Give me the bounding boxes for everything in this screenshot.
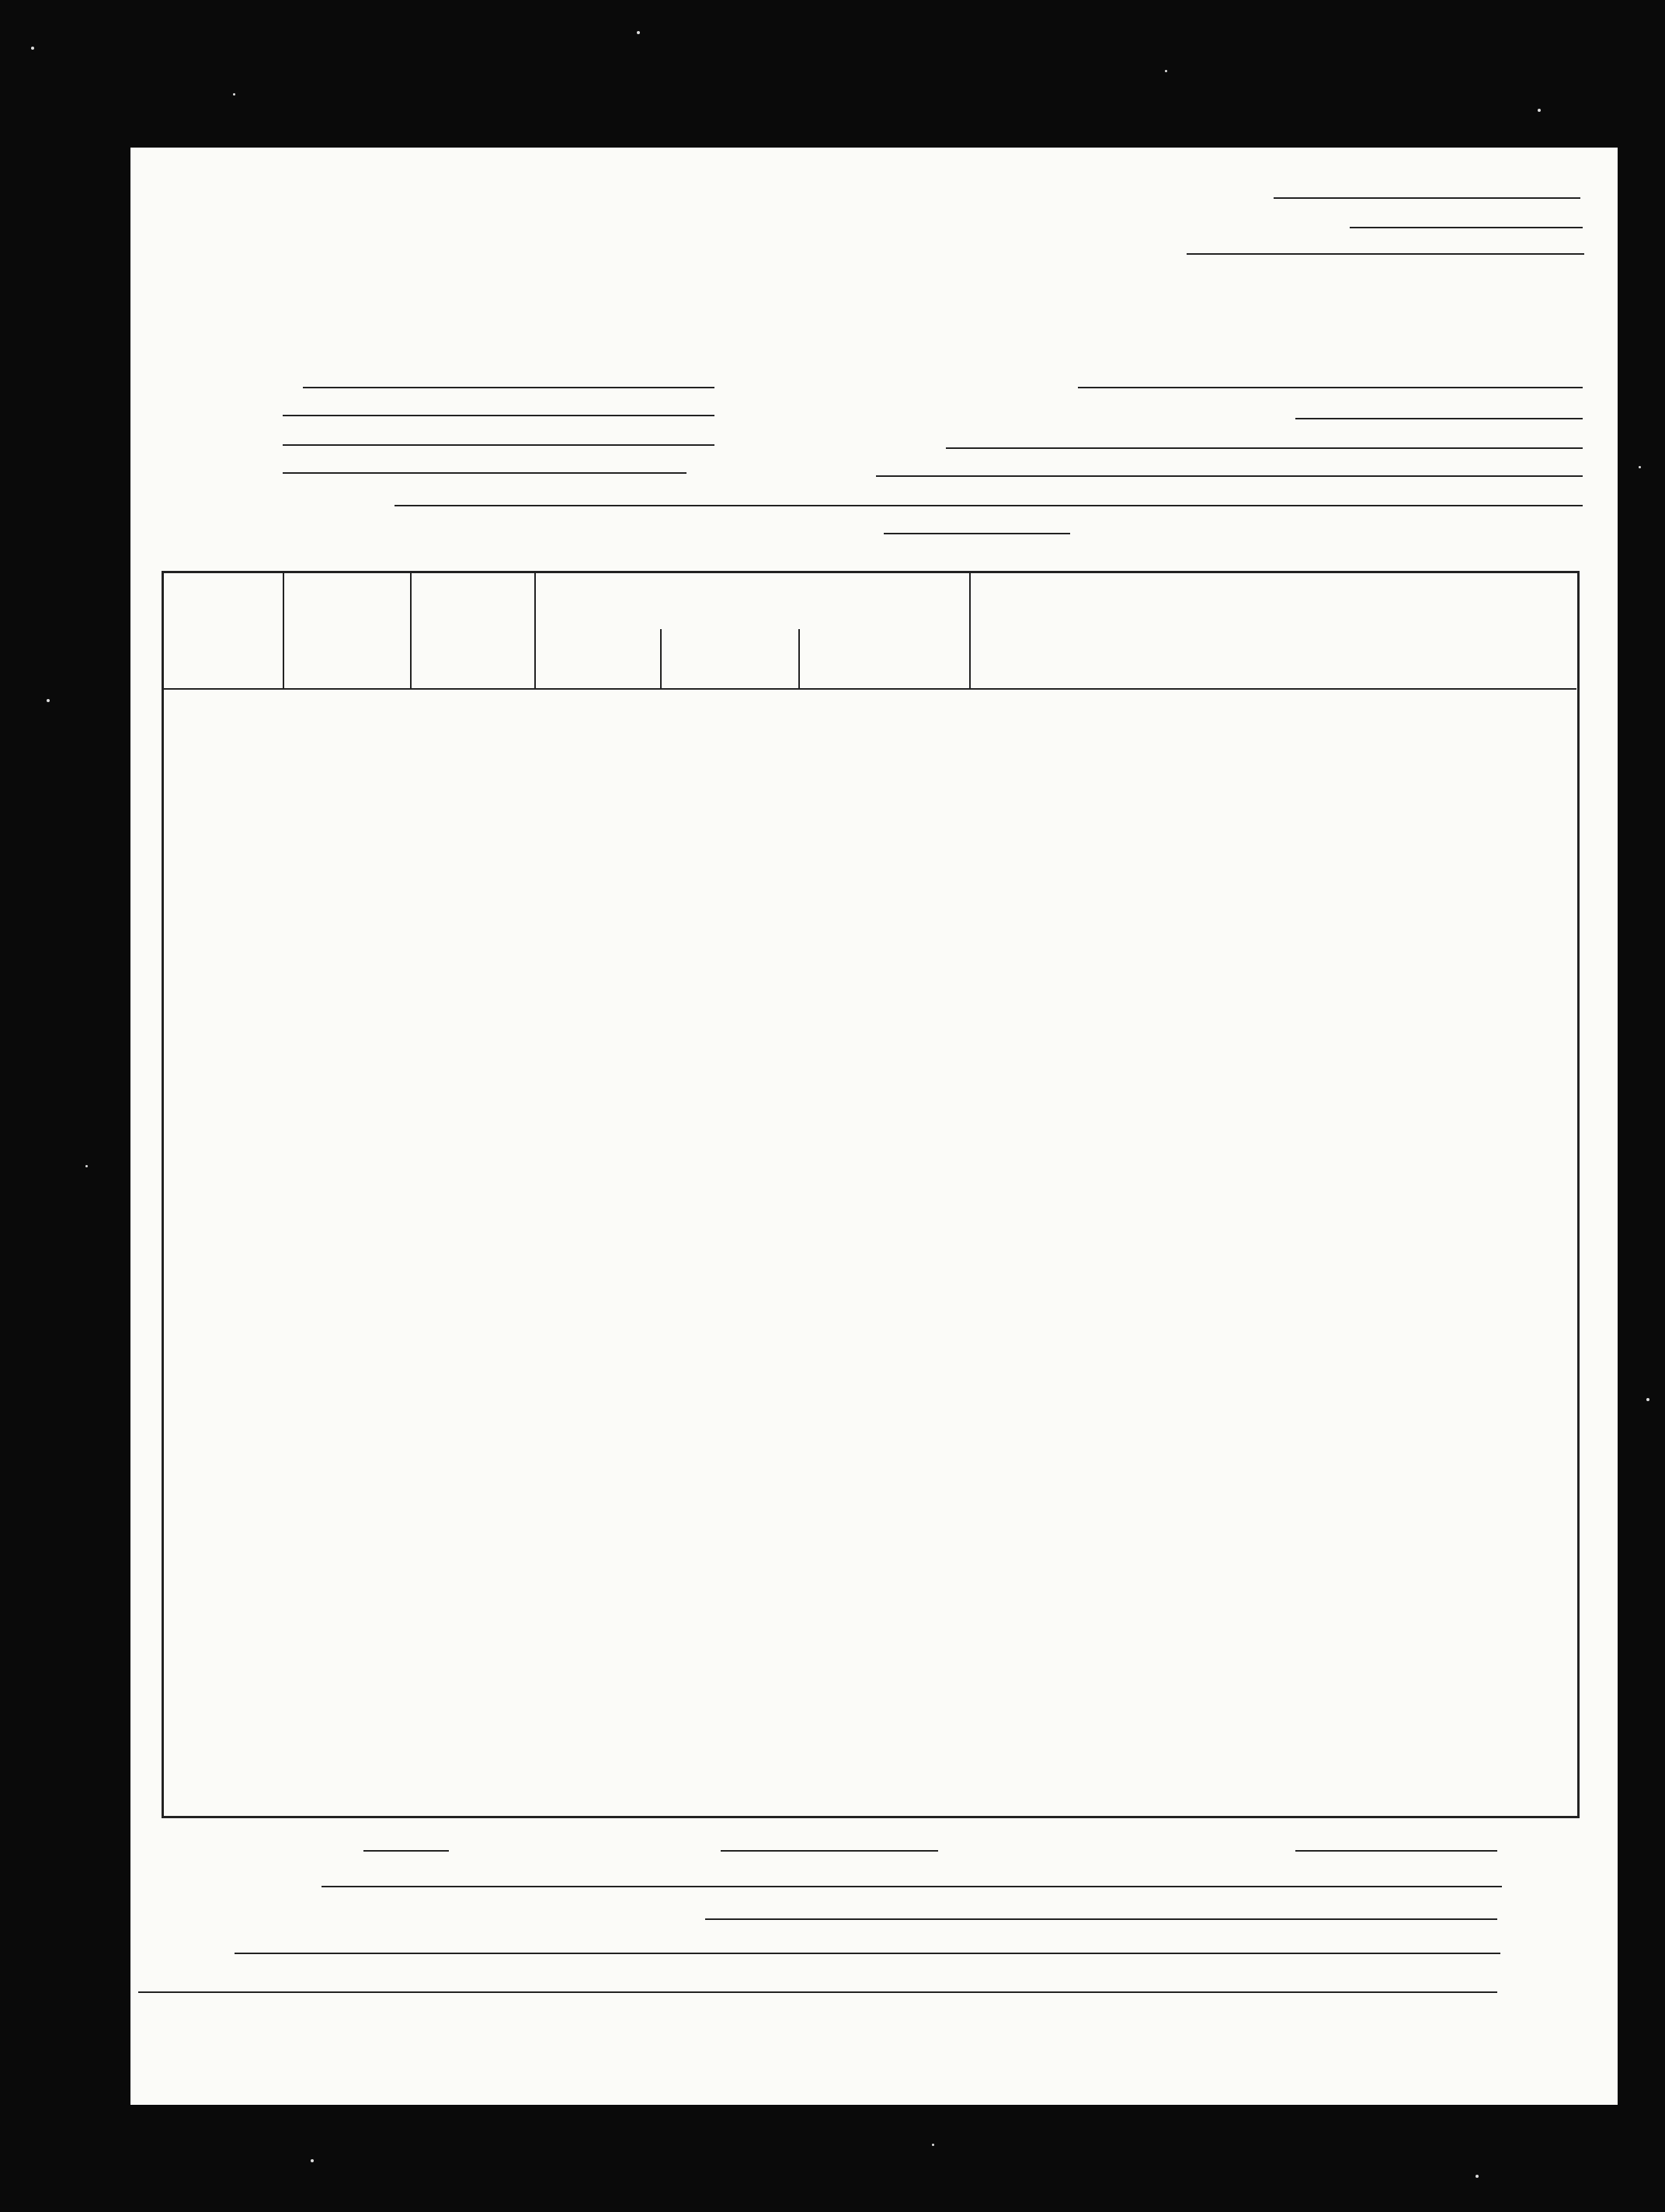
system-type-line xyxy=(725,1886,1502,1887)
form-page xyxy=(130,148,1618,2105)
property-recorded-line[interactable] xyxy=(1350,227,1583,228)
address-line[interactable] xyxy=(283,415,714,416)
ltar-line xyxy=(1295,1850,1497,1852)
county-line xyxy=(1187,253,1584,255)
note-underline xyxy=(138,1991,1497,1993)
address-line-2[interactable] xyxy=(283,444,714,446)
comments-line xyxy=(235,1953,1500,1954)
phone-line[interactable] xyxy=(1078,387,1583,388)
property-size-line[interactable] xyxy=(876,475,1583,477)
site-class-line xyxy=(721,1850,938,1852)
property-id-line[interactable] xyxy=(1274,197,1580,199)
other-factors-line[interactable] xyxy=(322,1886,725,1887)
others-present-line xyxy=(705,1918,1497,1920)
available-space-line xyxy=(363,1850,449,1852)
location-line xyxy=(395,505,1583,506)
date-evaluated-line xyxy=(1295,418,1583,419)
applicant-line xyxy=(303,387,714,388)
profile-table-frame xyxy=(162,571,1580,1818)
other-line[interactable] xyxy=(884,533,1070,534)
proposed-facility-line xyxy=(946,447,1583,449)
address-line-3[interactable] xyxy=(283,472,687,474)
